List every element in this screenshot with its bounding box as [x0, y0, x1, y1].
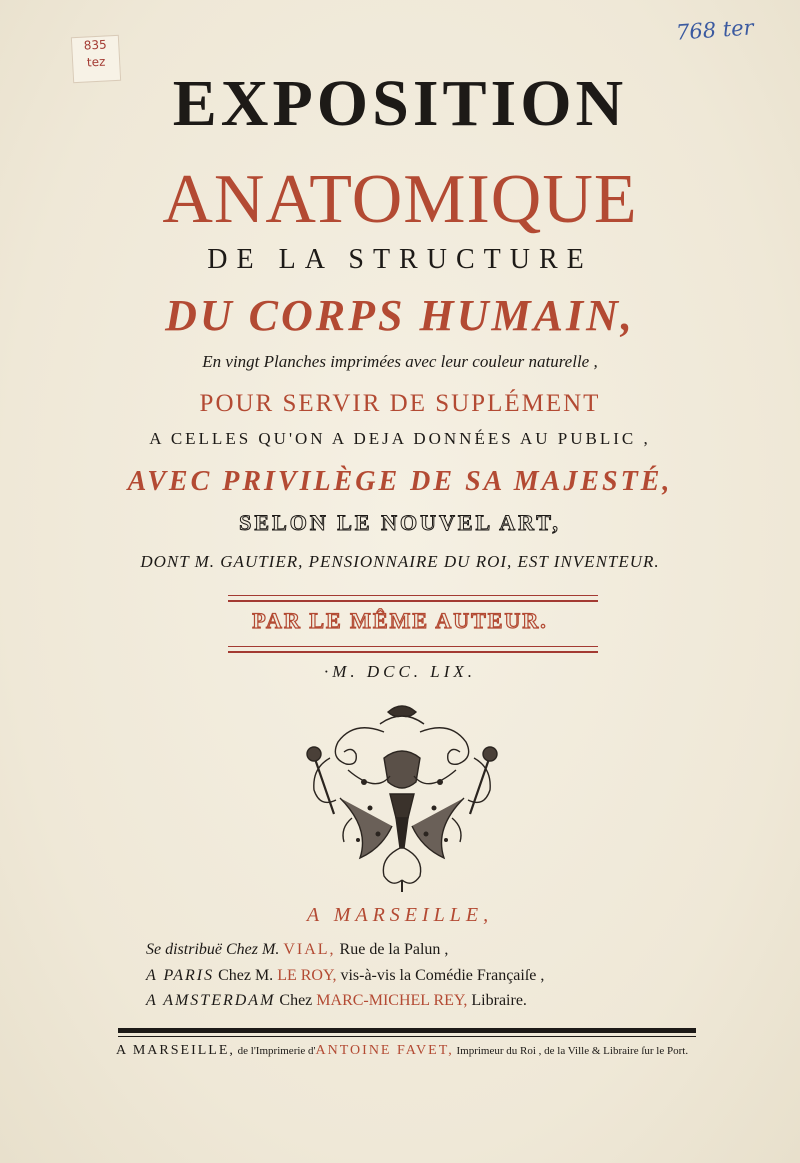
publication-date: ·M. DCC. LIX. [323, 662, 477, 681]
subtitle-nouvel-art: SELON LE NOUVEL ART, [239, 510, 561, 535]
imprint-line-vial [146, 941, 448, 959]
imprint-rey-role: Libraire. [471, 992, 527, 1009]
title-de-la-structure: DE LA STRUCTURE [207, 244, 593, 275]
imprint-line-vial-intro: Se distribuë Chez M. [146, 941, 280, 958]
vignette-ornament [300, 698, 505, 893]
footer-printer-name: ANTOINE FAVET, [315, 1043, 454, 1058]
footer-city: A MARSEILLE, [116, 1043, 235, 1058]
printer-footer [116, 1043, 688, 1059]
imprint-city: A MARSEILLE, [306, 904, 494, 926]
imprint-vial-name: VIAL, [283, 941, 336, 958]
footer-rule-thick [118, 1028, 696, 1033]
title-exposition: EXPOSITION [172, 67, 628, 140]
footer-rule-thin [118, 1036, 696, 1037]
handwritten-note: 768 ter [675, 15, 755, 45]
stamp-number: 835 [83, 37, 108, 53]
imprint-paris-address: vis-à-vis la Comédie Françaiſe , [340, 967, 545, 984]
footer-text-a: de l'Imprimerie d' [237, 1045, 316, 1057]
imprint-line-amsterdam [146, 992, 527, 1010]
stamp-suffix: tez [86, 54, 106, 70]
subtitle-inventeur: DONT M. GAUTIER, PENSIONNAIRE DU ROI, EST INVENTEUR. [140, 552, 660, 571]
title-du-corps-humain: DU CORPS HUMAIN, [165, 291, 635, 340]
imprint-amsterdam-chez: Chez [279, 992, 313, 1009]
imprint-leroy-name: LE ROY, [277, 967, 337, 984]
imprint-paris-chez: Chez M. [218, 967, 274, 984]
subtitle-a-celles: A CELLES QU'ON A DEJA DONNÉES AU PUBLIC , [149, 429, 651, 448]
subtitle-planches: En vingt Planches imprimées avec leur couleur naturelle , [202, 352, 598, 371]
double-rule-bottom [228, 646, 598, 653]
subtitle-privilege: AVEC PRIVILÈGE DE SA MAJESTÉ, [127, 466, 673, 497]
imprint-paris-city: A PARIS [146, 967, 215, 984]
imprint-amsterdam-city: A AMSTERDAM [146, 992, 276, 1009]
imprint-line-vial-address: Rue de la Palun , [339, 941, 449, 958]
title-anatomique: ANATOMIQUE [162, 161, 638, 238]
footer-text-b: Imprimeur du Roi , de la Ville & Libraire ſur le Port. [456, 1045, 689, 1057]
subtitle-pour-servir: POUR SERVIR DE SUPLÉMENT [199, 390, 601, 417]
author-line: PAR LE MÊME AUTEUR. [252, 608, 548, 633]
imprint-rey-name: MARC-MICHEL REY, [316, 992, 468, 1009]
imprint-line-paris [146, 967, 544, 985]
double-rule-top [228, 595, 598, 602]
